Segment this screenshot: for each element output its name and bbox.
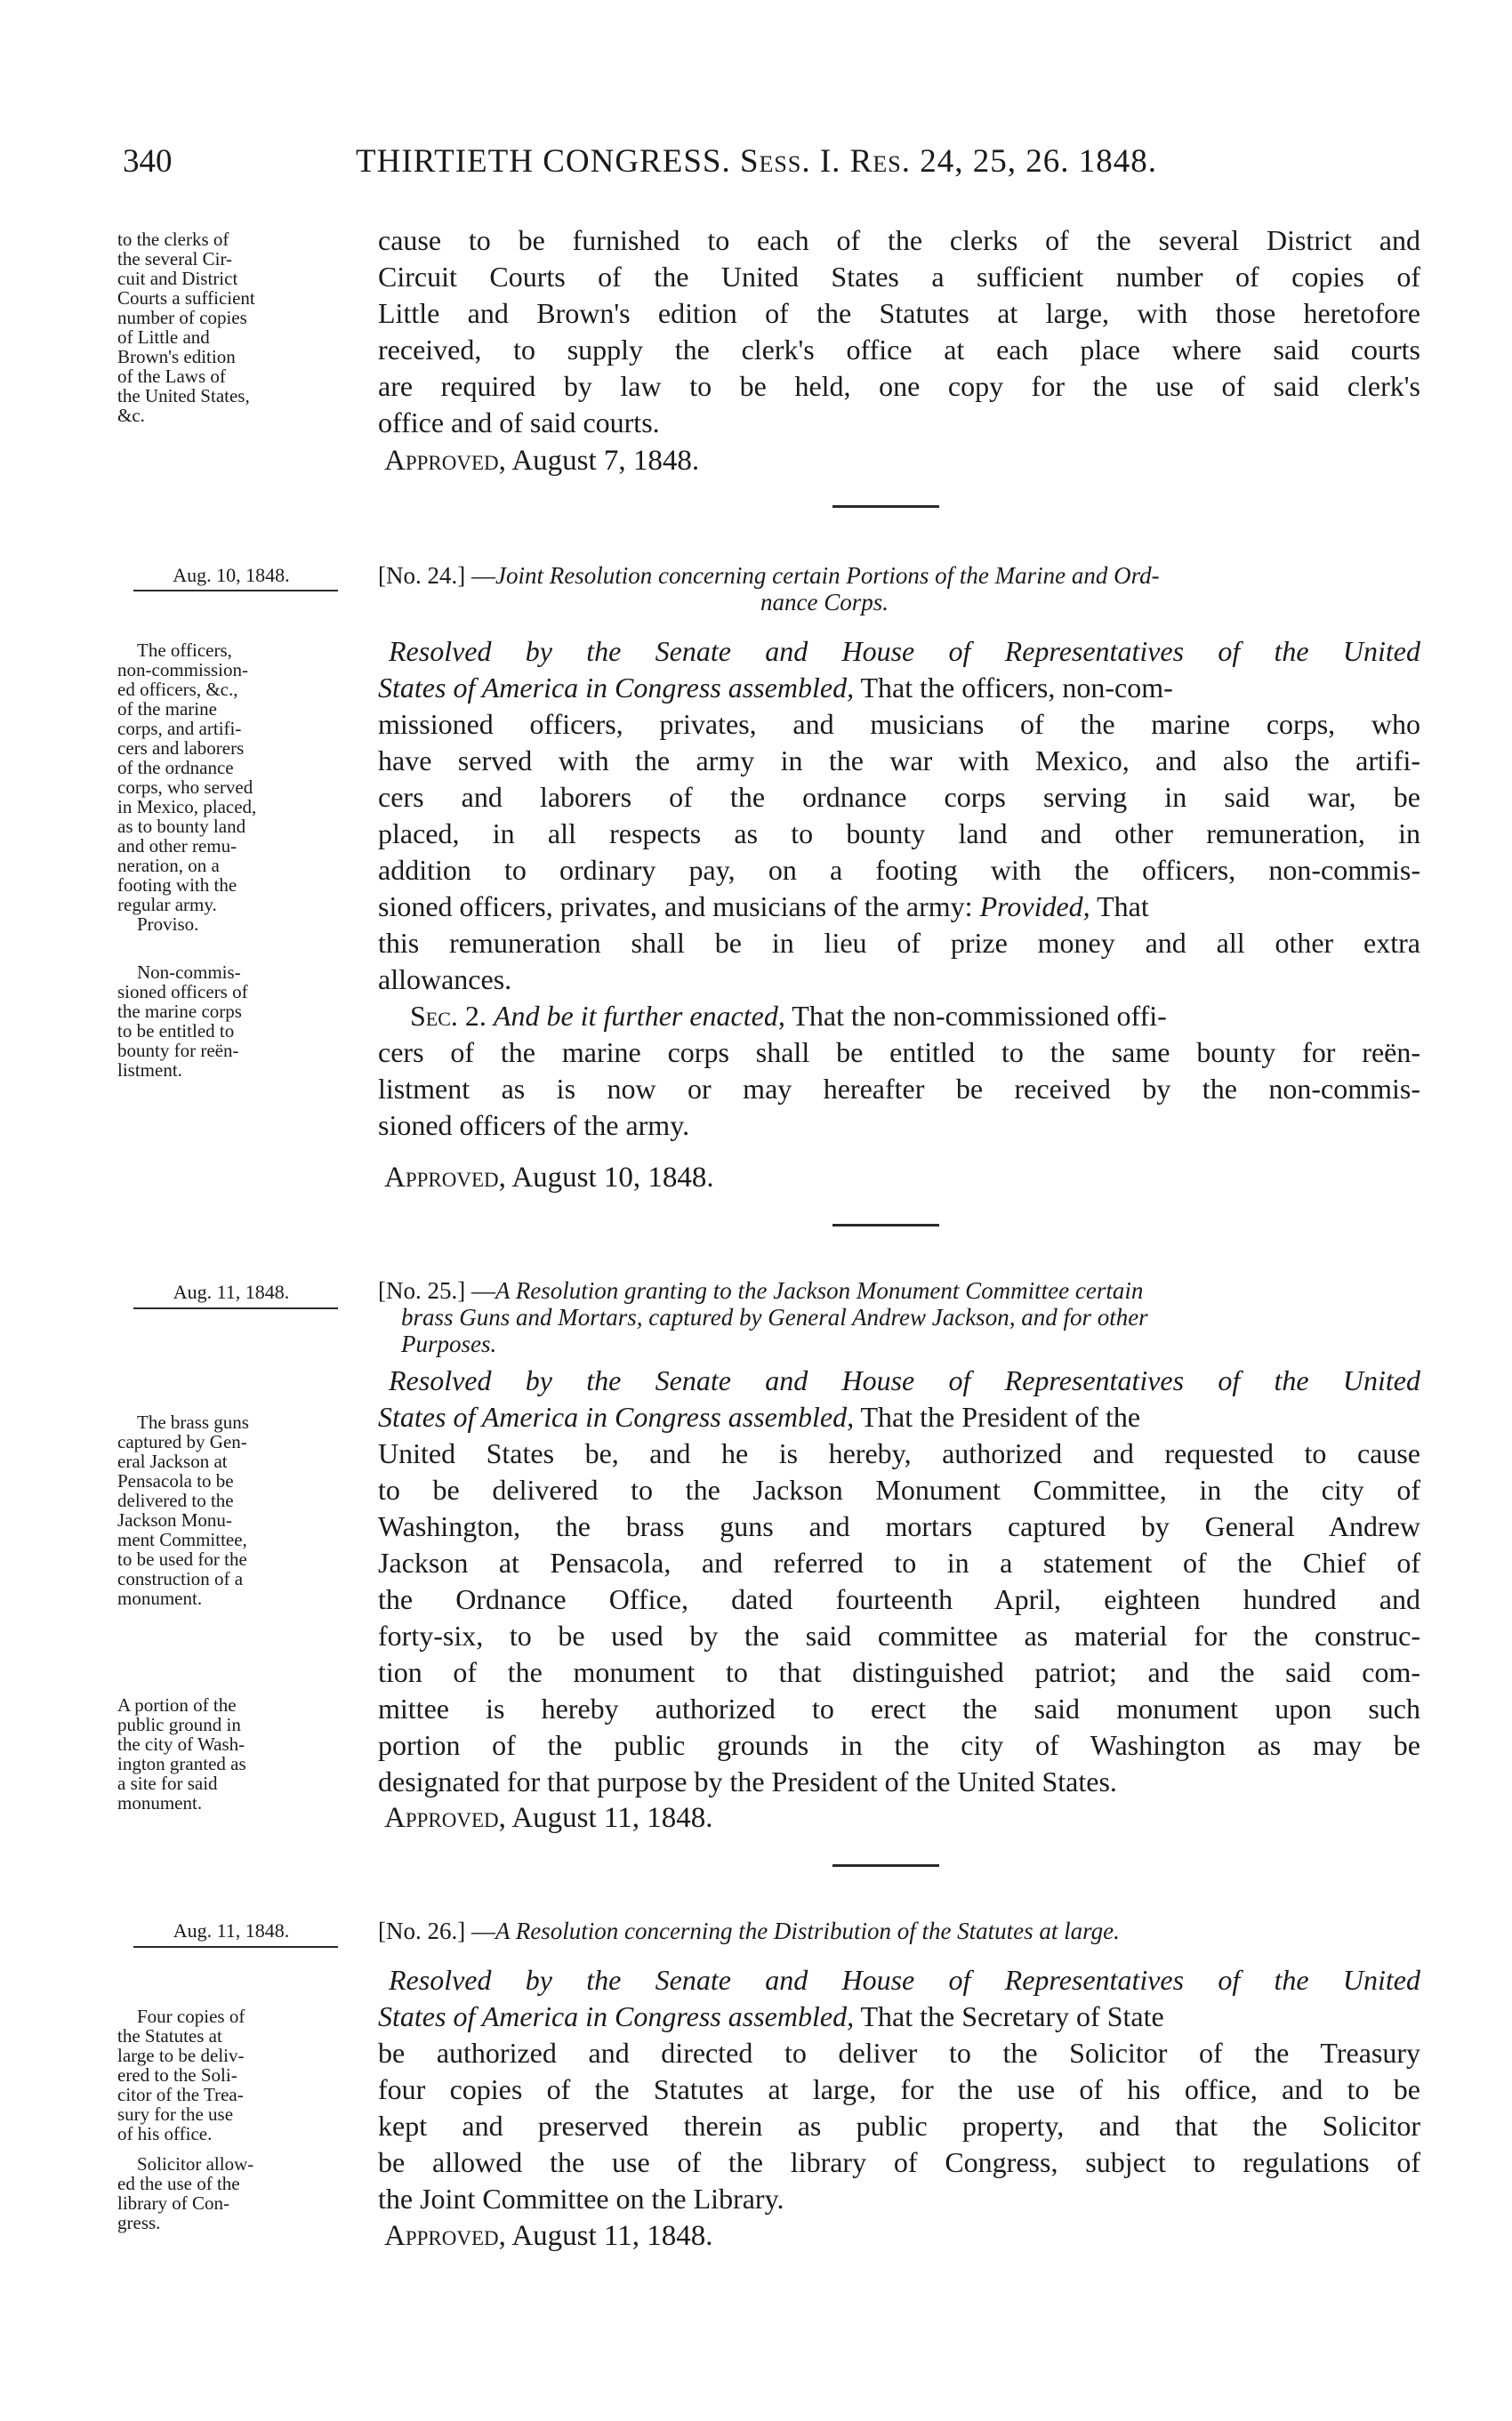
date-underline [133,1307,338,1309]
margin-note-line: Brown's edition [117,346,236,367]
margin-note-line: cers and laborers [117,737,245,759]
margin-note-line: ington granted as [117,1753,246,1774]
margin-note-line: and other remu- [117,835,237,857]
margin-note-line: listment. [117,1059,182,1081]
margin-note-line: public ground in [117,1714,241,1735]
text-line: are required by law to be held, one copy for the use of said clerk's [378,370,1420,402]
margin-note-clerks-copies [117,229,344,425]
text-line [378,889,1420,925]
approved-line-res24 [384,1162,714,1194]
enacting-clause: Resolved by the Senate and House of Representatives of the United [389,1364,1420,1396]
text-line: designated for that purpose by the President of the United States. [378,1765,1117,1798]
section-divider [832,1864,939,1867]
text-line [378,998,1420,1034]
text-line [378,1399,1420,1436]
approved-date: August 10, 1848. [511,1162,714,1194]
margin-note-line: monument. [117,1792,203,1814]
text-line: missioned officers, privates, and musicians of the marine corps, who [378,708,1420,740]
text-line: Washington, the brass guns and mortars captured by General Andrew [378,1510,1420,1542]
text-line: the Joint Committee on the Library. [378,2183,784,2215]
margin-note-line: Solicitor allow- [137,2153,254,2175]
text-line: United States be, and he is hereby, authorized and requested to cause [378,1437,1420,1469]
text-fragment: That [1097,890,1149,922]
res24-heading-line1: [No. 24.] —Joint Resolution concerning certain Portions of the Marine and Ord- [378,562,1160,589]
text-line: this remuneration shall be in lieu of prize money and all other extra [378,927,1420,959]
margin-note-line: large to be deliv- [117,2045,245,2066]
text-line: listment as is now or may hereafter be received by the non-commis- [378,1073,1420,1105]
text-line: forty-six, to be used by the said committee as material for the construc- [378,1620,1420,1652]
res24-text [378,633,1420,1144]
resolution-title: Joint Resolution concerning certain Portions of the Marine and Ord- [495,562,1160,589]
session-label: Sess. I. Res. 24, 25, 26. [739,143,1070,180]
margin-note-line: Courts a sufficient [117,287,255,309]
margin-note-library [117,2154,344,2232]
resolution-title-cont: nance Corps. [760,589,889,615]
text-line: mittee is hereby authorized to erect the said monument upon such [378,1693,1420,1725]
margin-note-line: The brass guns [137,1412,249,1433]
text-line: tion of the monument to that distinguished patriot; and the said com- [378,1656,1420,1688]
margin-note-line: of his office. [117,2123,213,2144]
res26-date: Aug. 11, 1848. [173,1919,290,1942]
margin-note-line: a site for said [117,1773,218,1794]
res25-heading-line1: [No. 25.] —A Resolution granting to the Jackson Monument Committee certain [378,1277,1144,1304]
text-fragment: That the officers, non-com- [860,672,1173,704]
text-fragment: That the Secretary of State [860,2000,1164,2032]
margin-note-line: to be entitled to [117,1020,235,1042]
margin-note-line: cuit and District [117,268,238,289]
margin-note-line: regular army. [117,894,217,915]
margin-note-line: citor of the Trea- [117,2084,244,2105]
margin-note-line: construction of a [117,1568,244,1589]
margin-note-line: bounty for reën- [117,1040,239,1061]
margin-note-line: The officers, [137,639,232,661]
resolution-title: A Resolution granting to the Jackson Monument Committee certain [495,1277,1144,1304]
section-divider [832,1224,939,1227]
margin-note-line: of the ordnance [117,757,234,778]
margin-note-line: Four copies of [137,2006,245,2027]
res26-heading [378,1918,1420,1944]
text-line: cers of the marine corps shall be entitled to the same bounty for reën- [378,1036,1420,1068]
margin-note-line: eral Jackson at [117,1451,228,1472]
approved-date: August 11, 1848. [511,2220,713,2252]
margin-note-line: Non-commis- [137,961,241,983]
enacting-clause-cont: States of America in Congress assembled, [378,2000,855,2032]
approved-date: August 7, 1848. [511,445,700,477]
margin-note-line: the marine corps [117,1001,242,1022]
margin-note-line: gress. [117,2212,161,2233]
approved-label: Approved, [384,1802,506,1834]
resolution-title-cont: brass Guns and Mortars, captured by General Andrew Jackson, and for other [401,1304,1148,1331]
margin-note-line: to be used for the [117,1548,247,1570]
margin-note-marine-officers [117,640,344,934]
res24-heading [378,562,1420,615]
res25-text [378,1363,1420,1800]
margin-note-line: sioned officers of [117,981,248,1002]
text-fragment: That the non-commissioned offi- [792,1000,1167,1032]
margin-note-line: corps, and artifi- [117,718,242,739]
approved-label: Approved, [384,445,506,477]
text-line: kept and preserved therein as public property, and that the Solicitor [378,2110,1420,2142]
margin-note-line: ed officers, &c., [117,679,238,700]
resolution-number: [No. 24.] [378,562,466,589]
margin-note-reenlistment [117,962,344,1080]
text-line: allowances. [378,963,512,995]
margin-note-line: as to bounty land [117,816,246,837]
margin-note-public-ground [117,1695,344,1813]
section0-text [378,222,1420,441]
running-header [123,142,1403,196]
enacting-phrase: And be it further enacted, [493,1000,785,1032]
margin-note-line: monument. [117,1588,203,1609]
margin-note-line: sury for the use [117,2103,234,2125]
res26-text [378,1962,1420,2217]
text-line: to be delivered to the Jackson Monument Committee, in the city of [378,1474,1420,1506]
congress-title: THIRTIETH CONGRESS. [356,143,731,180]
margin-note-line: Pensacola to be [117,1470,234,1492]
text-line: be authorized and directed to deliver to the Solicitor of the Treasury [378,2037,1420,2069]
margin-note-line: captured by Gen- [117,1431,247,1452]
enacting-clause-cont: States of America in Congress assembled, [378,672,855,704]
res24-date: Aug. 10, 1848. [173,564,290,586]
margin-note-brass-guns [117,1412,344,1608]
running-title [356,142,1157,181]
margin-note-line: non-commission- [117,659,248,680]
margin-note-line: A portion of the [117,1694,237,1716]
margin-note-line: ered to the Soli- [117,2064,237,2086]
text-line: Circuit Courts of the United States a sufficient number of copies of [378,261,1420,293]
text-line: cers and laborers of the ordnance corps serving in said war, be [378,781,1420,813]
margin-note-line: Jackson Monu- [117,1509,232,1531]
margin-note-line: library of Con- [117,2192,229,2214]
text-line: placed, in all respects as to bounty land and other remuneration, in [378,817,1420,849]
margin-note-line: of Little and [117,326,210,348]
text-line: be allowed the use of the library of Congress, subject to regulations of [378,2146,1420,2178]
margin-note-four-copies [117,2007,344,2144]
text-line: sioned officers of the army. [378,1109,690,1141]
margin-note-line: in Mexico, placed, [117,796,257,817]
text-line [378,670,1420,706]
margin-note-line: the several Cir- [117,248,233,269]
margin-note-line: the Statutes at [117,2025,222,2047]
enacting-clause-cont: States of America in Congress assembled, [378,1401,855,1433]
header-year: 1848. [1078,143,1157,180]
approved-line-section0 [384,445,699,478]
approved-date: August 11, 1848. [511,1802,713,1834]
resolution-title: A Resolution concerning the Distribution of the Statutes at large. [495,1918,1120,1944]
margin-note-line: ment Committee, [117,1529,247,1550]
approved-label: Approved, [384,2220,506,2252]
text-line: Little and Brown's edition of the Statutes at large, with those heretofore [378,297,1420,329]
text-fragment: sioned officers, privates, and musicians of the army: [378,890,973,922]
margin-note-line: the United States, [117,385,250,406]
approved-label: Approved, [384,1162,506,1194]
text-line: office and of said courts. [378,406,660,438]
margin-note-line: &c. [117,405,145,426]
margin-note-line: delivered to the [117,1490,234,1511]
margin-note-line: of the marine [117,698,217,720]
text-line: portion of the public grounds in the city of Washington as may be [378,1729,1420,1761]
text-line: Jackson at Pensacola, and referred to in a statement of the Chief of [378,1547,1420,1579]
text-line: four copies of the Statutes at large, for the use of his office, and to be [378,2073,1420,2105]
text-line: have served with the army in the war with Mexico, and also the artifi- [378,744,1420,776]
margin-note-line: neration, on a [117,855,220,876]
margin-note-line: of the Laws of [117,366,226,387]
margin-note-line: ed the use of the [117,2173,240,2194]
text-line: addition to ordinary pay, on a footing with the officers, non-commis- [378,854,1420,886]
section-label: Sec. 2. [410,1000,487,1032]
margin-note-line: the city of Wash- [117,1733,245,1755]
approved-line-res26 [384,2220,712,2253]
text-line [378,1999,1420,2035]
text-line: received, to supply the clerk's office at each place where said courts [378,334,1420,366]
approved-line-res25 [384,1802,712,1835]
text-line: cause to be furnished to each of the clerks of the several District and [378,224,1420,256]
resolution-number: [No. 25.] [378,1277,466,1304]
date-underline [133,590,338,591]
text-line: the Ordnance Office, dated fourteenth April, eighteen hundred and [378,1583,1420,1615]
margin-note-line: corps, who served [117,776,253,798]
res25-heading [378,1277,1420,1357]
proviso-note: Proviso. [137,913,199,935]
date-underline [133,1946,338,1948]
resolution-title-cont: Purposes. [401,1331,497,1357]
enacting-clause: Resolved by the Senate and House of Representatives of the United [389,1964,1420,1996]
res25-date: Aug. 11, 1848. [173,1281,290,1303]
resolution-number: [No. 26.] [378,1918,466,1944]
page-number: 340 [123,143,173,180]
res26-heading-line1: [No. 26.] —A Resolution concerning the Distribution of the Statutes at large. [378,1918,1120,1944]
margin-note-line: footing with the [117,874,237,896]
margin-note-line: to the clerks of [117,229,229,250]
enacting-clause: Resolved by the Senate and House of Representatives of the United [389,635,1420,667]
section-divider [832,505,939,508]
text-fragment: That the President of the [860,1401,1141,1433]
margin-note-line: number of copies [117,307,247,328]
proviso-word: Provided, [979,890,1090,922]
